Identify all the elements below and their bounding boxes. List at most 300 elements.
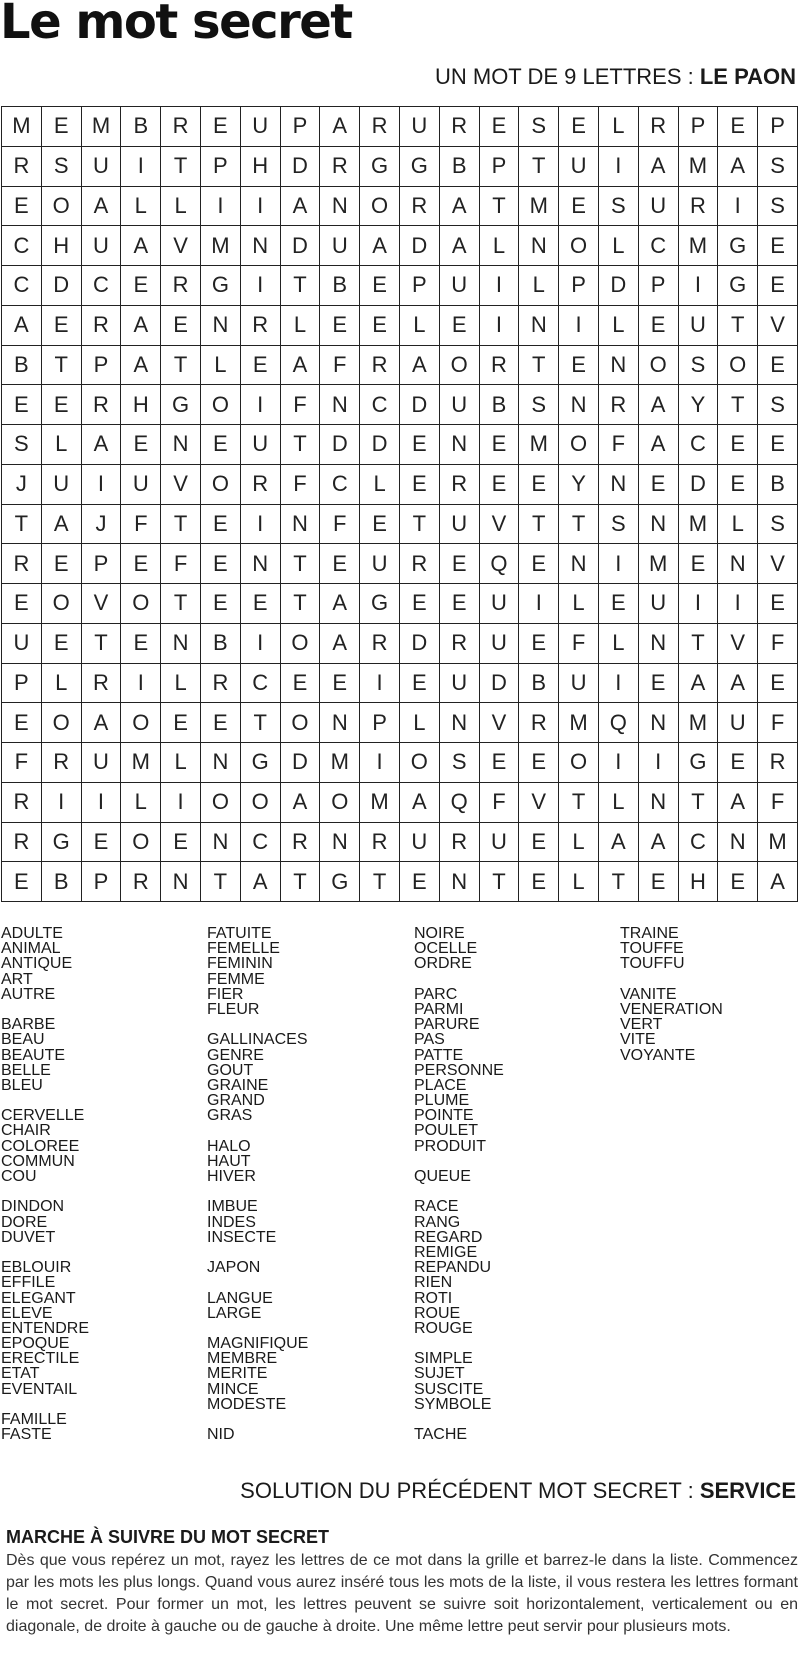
grid-cell[interactable]: U: [121, 464, 161, 504]
grid-cell[interactable]: E: [320, 663, 360, 703]
grid-cell[interactable]: T: [559, 782, 599, 822]
grid-cell[interactable]: M: [638, 544, 678, 584]
grid-cell[interactable]: F: [320, 345, 360, 385]
grid-cell[interactable]: E: [758, 584, 798, 624]
grid-cell[interactable]: P: [200, 146, 240, 186]
grid-cell[interactable]: A: [718, 663, 758, 703]
grid-cell[interactable]: A: [41, 504, 81, 544]
grid-cell[interactable]: N: [559, 385, 599, 425]
grid-cell[interactable]: I: [240, 504, 280, 544]
grid-cell[interactable]: E: [121, 623, 161, 663]
grid-cell[interactable]: C: [360, 385, 400, 425]
grid-cell[interactable]: N: [320, 703, 360, 743]
grid-cell[interactable]: O: [320, 782, 360, 822]
grid-cell[interactable]: O: [200, 385, 240, 425]
grid-cell[interactable]: L: [399, 703, 439, 743]
grid-cell[interactable]: R: [439, 107, 479, 147]
grid-cell[interactable]: C: [678, 425, 718, 465]
grid-cell[interactable]: L: [718, 504, 758, 544]
grid-cell[interactable]: O: [399, 743, 439, 783]
grid-cell[interactable]: N: [320, 186, 360, 226]
grid-cell[interactable]: A: [280, 345, 320, 385]
grid-cell[interactable]: T: [280, 862, 320, 902]
grid-cell[interactable]: O: [200, 782, 240, 822]
grid-cell[interactable]: S: [598, 504, 638, 544]
grid-cell[interactable]: N: [638, 703, 678, 743]
grid-cell[interactable]: H: [678, 862, 718, 902]
grid-cell[interactable]: P: [559, 266, 599, 306]
grid-cell[interactable]: I: [121, 146, 161, 186]
grid-cell[interactable]: U: [439, 504, 479, 544]
grid-cell[interactable]: R: [81, 305, 121, 345]
grid-cell[interactable]: G: [718, 226, 758, 266]
grid-cell[interactable]: I: [638, 743, 678, 783]
grid-cell[interactable]: M: [519, 425, 559, 465]
grid-cell[interactable]: R: [2, 544, 42, 584]
grid-cell[interactable]: T: [280, 584, 320, 624]
grid-cell[interactable]: M: [678, 226, 718, 266]
grid-cell[interactable]: E: [81, 822, 121, 862]
grid-cell[interactable]: R: [2, 822, 42, 862]
grid-cell[interactable]: I: [240, 186, 280, 226]
grid-cell[interactable]: I: [360, 743, 400, 783]
grid-cell[interactable]: E: [399, 425, 439, 465]
grid-cell[interactable]: E: [758, 663, 798, 703]
grid-cell[interactable]: N: [439, 862, 479, 902]
grid-cell[interactable]: S: [2, 425, 42, 465]
grid-cell[interactable]: E: [559, 107, 599, 147]
grid-cell[interactable]: F: [320, 504, 360, 544]
grid-cell[interactable]: E: [200, 107, 240, 147]
grid-cell[interactable]: U: [559, 663, 599, 703]
grid-cell[interactable]: D: [399, 623, 439, 663]
grid-cell[interactable]: E: [240, 345, 280, 385]
grid-cell[interactable]: N: [559, 544, 599, 584]
grid-cell[interactable]: E: [638, 663, 678, 703]
grid-cell[interactable]: E: [718, 425, 758, 465]
grid-cell[interactable]: E: [2, 385, 42, 425]
grid-cell[interactable]: F: [758, 782, 798, 822]
grid-cell[interactable]: I: [598, 743, 638, 783]
grid-cell[interactable]: R: [399, 544, 439, 584]
grid-cell[interactable]: D: [41, 266, 81, 306]
grid-cell[interactable]: M: [559, 703, 599, 743]
grid-cell[interactable]: A: [2, 305, 42, 345]
grid-cell[interactable]: A: [320, 107, 360, 147]
grid-cell[interactable]: H: [121, 385, 161, 425]
grid-cell[interactable]: A: [638, 822, 678, 862]
grid-cell[interactable]: T: [161, 345, 201, 385]
grid-cell[interactable]: E: [280, 663, 320, 703]
grid-cell[interactable]: L: [280, 305, 320, 345]
grid-cell[interactable]: O: [121, 703, 161, 743]
grid-cell[interactable]: I: [240, 623, 280, 663]
grid-cell[interactable]: E: [758, 425, 798, 465]
grid-cell[interactable]: U: [638, 584, 678, 624]
grid-cell[interactable]: I: [200, 186, 240, 226]
grid-cell[interactable]: T: [598, 862, 638, 902]
grid-cell[interactable]: F: [598, 425, 638, 465]
grid-cell[interactable]: T: [280, 425, 320, 465]
grid-cell[interactable]: R: [200, 663, 240, 703]
grid-cell[interactable]: A: [678, 663, 718, 703]
grid-cell[interactable]: Q: [439, 782, 479, 822]
grid-cell[interactable]: I: [240, 266, 280, 306]
grid-cell[interactable]: L: [559, 862, 599, 902]
grid-cell[interactable]: I: [598, 663, 638, 703]
grid-cell[interactable]: E: [41, 385, 81, 425]
grid-cell[interactable]: E: [121, 266, 161, 306]
grid-cell[interactable]: R: [360, 107, 400, 147]
grid-cell[interactable]: J: [81, 504, 121, 544]
grid-cell[interactable]: Q: [479, 544, 519, 584]
grid-cell[interactable]: Y: [559, 464, 599, 504]
grid-cell[interactable]: N: [519, 305, 559, 345]
grid-cell[interactable]: I: [678, 266, 718, 306]
grid-cell[interactable]: V: [758, 544, 798, 584]
grid-cell[interactable]: D: [598, 266, 638, 306]
grid-cell[interactable]: P: [2, 663, 42, 703]
grid-cell[interactable]: A: [638, 385, 678, 425]
grid-cell[interactable]: L: [519, 266, 559, 306]
grid-cell[interactable]: P: [280, 107, 320, 147]
grid-cell[interactable]: A: [81, 703, 121, 743]
grid-cell[interactable]: O: [559, 425, 599, 465]
grid-cell[interactable]: E: [2, 584, 42, 624]
grid-cell[interactable]: M: [200, 226, 240, 266]
grid-cell[interactable]: E: [519, 544, 559, 584]
grid-cell[interactable]: U: [638, 186, 678, 226]
grid-cell[interactable]: E: [399, 464, 439, 504]
grid-cell[interactable]: D: [360, 425, 400, 465]
grid-cell[interactable]: R: [360, 822, 400, 862]
grid-cell[interactable]: T: [678, 782, 718, 822]
grid-cell[interactable]: R: [399, 186, 439, 226]
grid-cell[interactable]: F: [758, 703, 798, 743]
grid-cell[interactable]: N: [200, 822, 240, 862]
grid-cell[interactable]: N: [519, 226, 559, 266]
grid-cell[interactable]: B: [479, 385, 519, 425]
grid-cell[interactable]: M: [121, 743, 161, 783]
grid-cell[interactable]: V: [758, 305, 798, 345]
grid-cell[interactable]: A: [121, 305, 161, 345]
grid-cell[interactable]: E: [519, 822, 559, 862]
grid-cell[interactable]: H: [41, 226, 81, 266]
grid-cell[interactable]: I: [559, 305, 599, 345]
grid-cell[interactable]: E: [479, 464, 519, 504]
grid-cell[interactable]: E: [161, 822, 201, 862]
grid-cell[interactable]: E: [519, 743, 559, 783]
grid-cell[interactable]: I: [598, 146, 638, 186]
grid-cell[interactable]: M: [678, 504, 718, 544]
grid-cell[interactable]: E: [200, 584, 240, 624]
grid-cell[interactable]: D: [678, 464, 718, 504]
grid-cell[interactable]: P: [360, 703, 400, 743]
grid-cell[interactable]: O: [718, 345, 758, 385]
grid-cell[interactable]: A: [439, 226, 479, 266]
grid-cell[interactable]: S: [678, 345, 718, 385]
grid-cell[interactable]: S: [758, 385, 798, 425]
grid-cell[interactable]: N: [439, 425, 479, 465]
grid-cell[interactable]: E: [638, 464, 678, 504]
grid-cell[interactable]: L: [598, 226, 638, 266]
grid-cell[interactable]: R: [758, 743, 798, 783]
grid-cell[interactable]: L: [41, 663, 81, 703]
grid-cell[interactable]: E: [41, 544, 81, 584]
grid-cell[interactable]: E: [519, 464, 559, 504]
grid-cell[interactable]: T: [81, 623, 121, 663]
grid-cell[interactable]: O: [240, 782, 280, 822]
grid-cell[interactable]: O: [280, 623, 320, 663]
grid-cell[interactable]: N: [280, 504, 320, 544]
grid-cell[interactable]: N: [240, 544, 280, 584]
grid-cell[interactable]: A: [718, 146, 758, 186]
grid-cell[interactable]: A: [240, 862, 280, 902]
grid-cell[interactable]: A: [320, 623, 360, 663]
grid-cell[interactable]: T: [161, 504, 201, 544]
grid-cell[interactable]: V: [479, 504, 519, 544]
grid-cell[interactable]: N: [200, 305, 240, 345]
grid-cell[interactable]: L: [121, 186, 161, 226]
grid-cell[interactable]: G: [399, 146, 439, 186]
grid-cell[interactable]: T: [519, 504, 559, 544]
grid-cell[interactable]: N: [718, 822, 758, 862]
grid-cell[interactable]: A: [121, 345, 161, 385]
grid-cell[interactable]: A: [638, 425, 678, 465]
grid-cell[interactable]: O: [280, 703, 320, 743]
grid-cell[interactable]: A: [81, 186, 121, 226]
grid-cell[interactable]: L: [360, 464, 400, 504]
grid-cell[interactable]: E: [479, 107, 519, 147]
grid-cell[interactable]: G: [678, 743, 718, 783]
grid-cell[interactable]: U: [2, 623, 42, 663]
grid-cell[interactable]: D: [280, 146, 320, 186]
grid-cell[interactable]: I: [81, 782, 121, 822]
grid-cell[interactable]: I: [718, 186, 758, 226]
grid-cell[interactable]: F: [479, 782, 519, 822]
grid-cell[interactable]: U: [240, 425, 280, 465]
grid-cell[interactable]: T: [399, 504, 439, 544]
grid-cell[interactable]: L: [598, 305, 638, 345]
grid-cell[interactable]: Y: [678, 385, 718, 425]
grid-cell[interactable]: V: [718, 623, 758, 663]
grid-cell[interactable]: C: [240, 663, 280, 703]
grid-cell[interactable]: N: [439, 703, 479, 743]
grid-cell[interactable]: I: [240, 385, 280, 425]
grid-cell[interactable]: R: [439, 464, 479, 504]
grid-cell[interactable]: E: [2, 186, 42, 226]
grid-cell[interactable]: F: [559, 623, 599, 663]
grid-cell[interactable]: E: [41, 107, 81, 147]
grid-cell[interactable]: A: [280, 186, 320, 226]
grid-cell[interactable]: S: [758, 186, 798, 226]
grid-cell[interactable]: M: [81, 107, 121, 147]
grid-cell[interactable]: A: [758, 862, 798, 902]
grid-cell[interactable]: L: [598, 623, 638, 663]
grid-cell[interactable]: D: [479, 663, 519, 703]
grid-cell[interactable]: E: [41, 623, 81, 663]
grid-cell[interactable]: G: [200, 266, 240, 306]
grid-cell[interactable]: N: [638, 504, 678, 544]
grid-cell[interactable]: I: [121, 663, 161, 703]
grid-cell[interactable]: A: [439, 186, 479, 226]
grid-cell[interactable]: M: [758, 822, 798, 862]
grid-cell[interactable]: H: [240, 146, 280, 186]
grid-cell[interactable]: A: [280, 782, 320, 822]
grid-cell[interactable]: O: [121, 584, 161, 624]
grid-cell[interactable]: B: [41, 862, 81, 902]
grid-cell[interactable]: T: [360, 862, 400, 902]
grid-cell[interactable]: T: [200, 862, 240, 902]
grid-cell[interactable]: E: [399, 862, 439, 902]
grid-cell[interactable]: O: [559, 743, 599, 783]
grid-cell[interactable]: E: [360, 305, 400, 345]
grid-cell[interactable]: P: [81, 544, 121, 584]
grid-cell[interactable]: S: [758, 504, 798, 544]
grid-cell[interactable]: B: [320, 266, 360, 306]
grid-cell[interactable]: T: [678, 623, 718, 663]
grid-cell[interactable]: C: [638, 226, 678, 266]
grid-cell[interactable]: R: [81, 663, 121, 703]
grid-cell[interactable]: N: [240, 226, 280, 266]
grid-cell[interactable]: R: [439, 623, 479, 663]
grid-cell[interactable]: S: [519, 107, 559, 147]
grid-cell[interactable]: A: [399, 782, 439, 822]
grid-cell[interactable]: I: [678, 584, 718, 624]
grid-cell[interactable]: I: [479, 305, 519, 345]
grid-cell[interactable]: S: [519, 385, 559, 425]
grid-cell[interactable]: E: [41, 305, 81, 345]
grid-cell[interactable]: T: [280, 266, 320, 306]
grid-cell[interactable]: M: [320, 743, 360, 783]
grid-cell[interactable]: N: [718, 544, 758, 584]
grid-cell[interactable]: E: [718, 107, 758, 147]
grid-cell[interactable]: O: [200, 464, 240, 504]
grid-cell[interactable]: L: [200, 345, 240, 385]
grid-cell[interactable]: J: [2, 464, 42, 504]
grid-cell[interactable]: U: [81, 146, 121, 186]
grid-cell[interactable]: R: [161, 266, 201, 306]
grid-cell[interactable]: T: [718, 385, 758, 425]
grid-cell[interactable]: T: [519, 146, 559, 186]
grid-cell[interactable]: M: [678, 703, 718, 743]
grid-cell[interactable]: R: [320, 146, 360, 186]
grid-cell[interactable]: M: [678, 146, 718, 186]
grid-cell[interactable]: E: [519, 862, 559, 902]
grid-cell[interactable]: U: [439, 663, 479, 703]
grid-cell[interactable]: L: [161, 186, 201, 226]
grid-cell[interactable]: L: [41, 425, 81, 465]
grid-cell[interactable]: I: [598, 544, 638, 584]
grid-cell[interactable]: E: [399, 584, 439, 624]
grid-cell[interactable]: I: [41, 782, 81, 822]
grid-cell[interactable]: R: [161, 107, 201, 147]
grid-cell[interactable]: L: [121, 782, 161, 822]
grid-cell[interactable]: U: [240, 107, 280, 147]
grid-cell[interactable]: E: [718, 743, 758, 783]
grid-cell[interactable]: M: [360, 782, 400, 822]
grid-cell[interactable]: E: [718, 862, 758, 902]
grid-cell[interactable]: R: [2, 782, 42, 822]
grid-cell[interactable]: E: [439, 544, 479, 584]
grid-cell[interactable]: E: [678, 544, 718, 584]
grid-cell[interactable]: P: [479, 146, 519, 186]
grid-cell[interactable]: E: [638, 305, 678, 345]
grid-cell[interactable]: A: [638, 146, 678, 186]
grid-cell[interactable]: B: [519, 663, 559, 703]
grid-cell[interactable]: U: [399, 822, 439, 862]
grid-cell[interactable]: U: [718, 703, 758, 743]
grid-cell[interactable]: A: [399, 345, 439, 385]
grid-cell[interactable]: C: [678, 822, 718, 862]
grid-cell[interactable]: E: [758, 345, 798, 385]
grid-cell[interactable]: I: [718, 584, 758, 624]
grid-cell[interactable]: S: [439, 743, 479, 783]
grid-cell[interactable]: U: [559, 146, 599, 186]
grid-cell[interactable]: E: [638, 862, 678, 902]
grid-cell[interactable]: F: [2, 743, 42, 783]
grid-cell[interactable]: F: [121, 504, 161, 544]
grid-cell[interactable]: T: [41, 345, 81, 385]
grid-cell[interactable]: L: [598, 782, 638, 822]
grid-cell[interactable]: U: [360, 544, 400, 584]
grid-cell[interactable]: G: [320, 862, 360, 902]
grid-cell[interactable]: R: [678, 186, 718, 226]
grid-cell[interactable]: O: [559, 226, 599, 266]
grid-cell[interactable]: C: [240, 822, 280, 862]
grid-cell[interactable]: I: [81, 464, 121, 504]
grid-cell[interactable]: R: [360, 345, 400, 385]
grid-cell[interactable]: M: [519, 186, 559, 226]
grid-cell[interactable]: P: [399, 266, 439, 306]
grid-cell[interactable]: P: [638, 266, 678, 306]
grid-cell[interactable]: R: [638, 107, 678, 147]
grid-cell[interactable]: E: [559, 186, 599, 226]
grid-cell[interactable]: E: [519, 623, 559, 663]
grid-cell[interactable]: G: [360, 584, 400, 624]
grid-cell[interactable]: U: [320, 226, 360, 266]
grid-cell[interactable]: E: [200, 504, 240, 544]
grid-cell[interactable]: N: [598, 464, 638, 504]
grid-cell[interactable]: U: [439, 266, 479, 306]
grid-cell[interactable]: A: [718, 782, 758, 822]
grid-cell[interactable]: N: [638, 782, 678, 822]
grid-cell[interactable]: B: [758, 464, 798, 504]
grid-cell[interactable]: E: [598, 584, 638, 624]
grid-cell[interactable]: M: [2, 107, 42, 147]
grid-cell[interactable]: C: [81, 266, 121, 306]
grid-cell[interactable]: E: [439, 305, 479, 345]
grid-cell[interactable]: E: [200, 703, 240, 743]
grid-cell[interactable]: V: [479, 703, 519, 743]
grid-cell[interactable]: U: [399, 107, 439, 147]
grid-cell[interactable]: R: [439, 822, 479, 862]
grid-cell[interactable]: T: [161, 146, 201, 186]
grid-cell[interactable]: E: [399, 663, 439, 703]
grid-cell[interactable]: N: [598, 345, 638, 385]
grid-cell[interactable]: F: [280, 385, 320, 425]
grid-cell[interactable]: E: [758, 226, 798, 266]
grid-cell[interactable]: T: [2, 504, 42, 544]
grid-cell[interactable]: L: [479, 226, 519, 266]
grid-cell[interactable]: R: [598, 385, 638, 425]
grid-cell[interactable]: L: [161, 663, 201, 703]
grid-cell[interactable]: E: [161, 703, 201, 743]
grid-cell[interactable]: E: [320, 544, 360, 584]
grid-cell[interactable]: N: [161, 862, 201, 902]
grid-cell[interactable]: B: [2, 345, 42, 385]
grid-cell[interactable]: S: [41, 146, 81, 186]
